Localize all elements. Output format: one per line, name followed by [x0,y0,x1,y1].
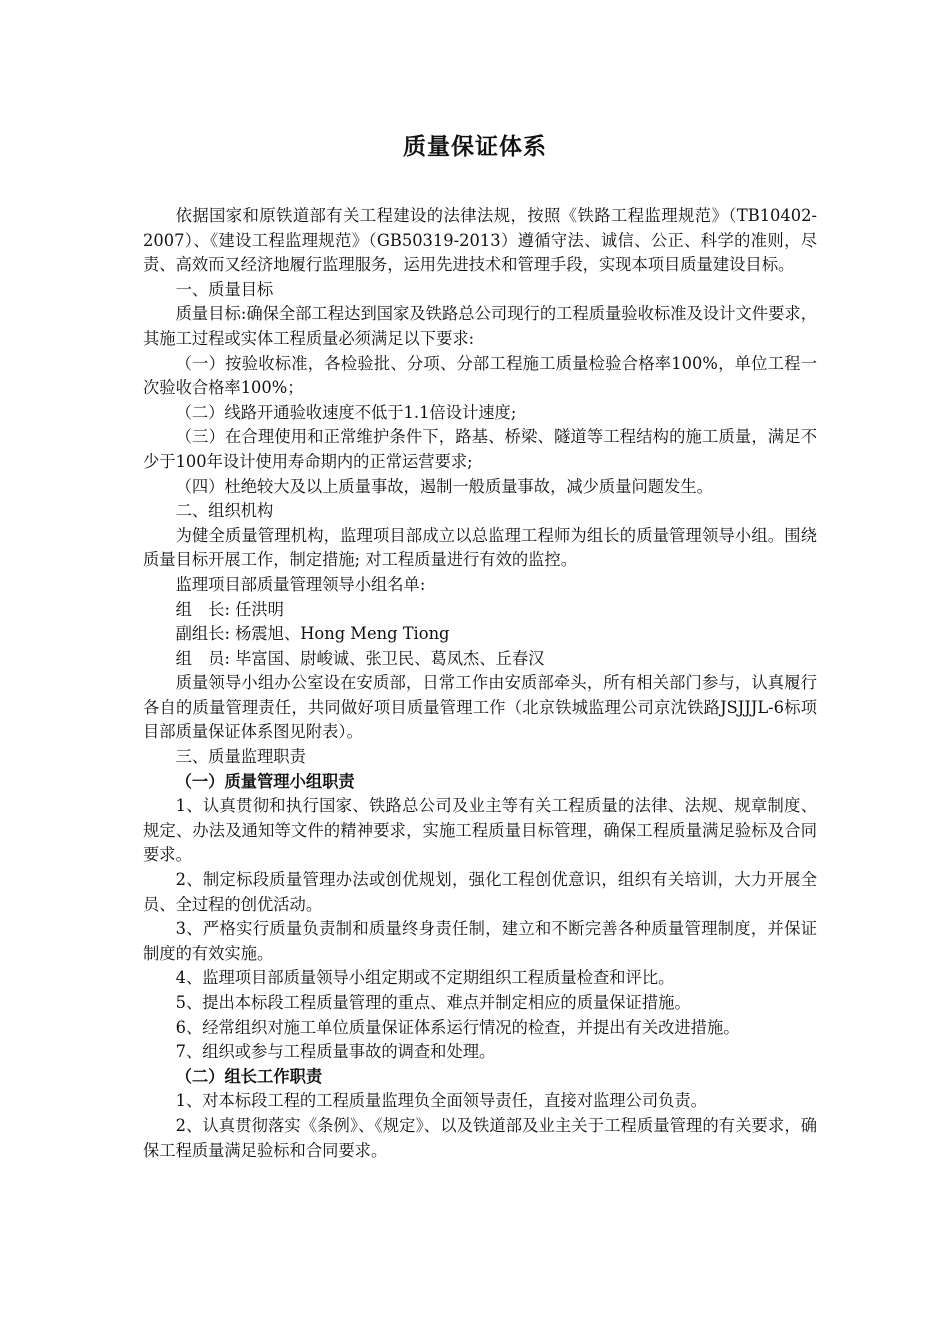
section-heading-responsibilities: 三、质量监理职责 [175,747,306,767]
goal-item-1: （一）按验收标准，各检验批、分项、分部工程施工质量检验合格率100%，单位工程一次验收合格率100%； [143,353,817,398]
duty-item-2: 2、制定标段质量管理办法或创优规划，强化工程创优意识，组织有关培训，大力开展全员、全过程的创优活动。 [143,870,817,914]
duty-item-5: 5、提出本标段工程质量管理的重点、难点并制定相应的质量保证措施。 [175,993,691,1012]
goal-item-2: （二）线路开通验收速度不低于1.1倍设计速度; [175,402,517,422]
intro-paragraph: 依据国家和原铁道部有关工程建设的法律法规，按照《铁路工程监理规范》（TB10402-2007）、《建设工程监理规范》（GB50319-2013）遵循守法、诚信、公正、科学的准则，尽责、高效而又经济地履行监理服务，运用先进技术和管理手段，实现本项目质量建设目标。 [143,206,817,275]
duty-item-4: 4、监理项目部质量领导小组定期或不定期组织工程质量检查和评比。 [175,968,675,988]
subheading-management-group: （一）质量管理小组职责 [175,771,355,791]
document-title: 质量保证体系 [403,134,547,160]
organization-paragraph: 为健全质量管理机构，监理项目部成立以总监理工程师为组长的质量管理领导小组。围绕质量目标开展工作，制定措施; 对工程质量进行有效的监控。 [143,525,817,570]
leader-duty-item-2: 2、认真贯彻落实《条例》、《规定》、以及铁道部及业主关于工程质量管理的有关要求，确保工程质量满足验标和合同要求。 [143,1115,817,1160]
member-members: 组 员: 毕富国、尉峻诚、张卫民、葛凤杰、丘春汉 [175,648,545,668]
goal-item-4: （四）杜绝较大及以上质量事故，遏制一般质量事故，减少质量问题发生。 [175,476,713,496]
duty-item-3: 3、严格实行质量负责制和质量终身责任制，建立和不断完善各种质量管理制度，并保证制度的有效实施。 [143,919,817,963]
member-deputy: 副组长: 杨震旭、Hong Meng Tiong [175,624,450,644]
duty-item-7: 7、组织或参与工程质量事故的调查和处理。 [175,1042,496,1062]
quality-goal-paragraph: 质量目标:确保全部工程达到国家及铁路总公司现行的工程质量验收标准及设计文件要求，其施工过程或实体工程质量必须满足以下要求: [143,304,817,348]
leader-duty-item-1: 1、对本标段工程的工程质量监理负全面领导责任，直接对监理公司负责。 [175,1091,707,1111]
duty-item-6: 6、经常组织对施工单位质量保证体系运行情况的检查，并提出有关改进措施。 [175,1017,740,1037]
office-paragraph: 质量领导小组办公室设在安质部，日常工作由安质部牵头，所有相关部门参与，认真履行各自的质量管理责任，共同做好项目质量管理工作（北京铁城监理公司京沈铁路JSJJJL-6标项目部质量保证体系图见附表）。 [143,673,817,742]
member-list-title: 监理项目部质量管理领导小组名单: [175,574,426,594]
subheading-leader-duties: （二）组长工作职责 [175,1066,323,1086]
section-heading-organization: 二、组织机构 [175,501,274,521]
member-leader: 组 长: 任洪明 [175,599,284,619]
document-body [143,204,817,1163]
section-heading-quality-goal: 一、质量目标 [175,279,274,299]
duty-item-1: 1、认真贯彻和执行国家、铁路总公司及业主等有关工程质量的法律、法规、规章制度、规定、办法及通知等文件的精神要求，实施工程质量目标管理，确保工程质量满足验标及合同要求。 [143,796,817,865]
goal-item-3: （三）在合理使用和正常维护条件下，路基、桥梁、隧道等工程结构的施工质量，满足不少于100年设计使用寿命期内的正常运营要求; [143,427,817,471]
